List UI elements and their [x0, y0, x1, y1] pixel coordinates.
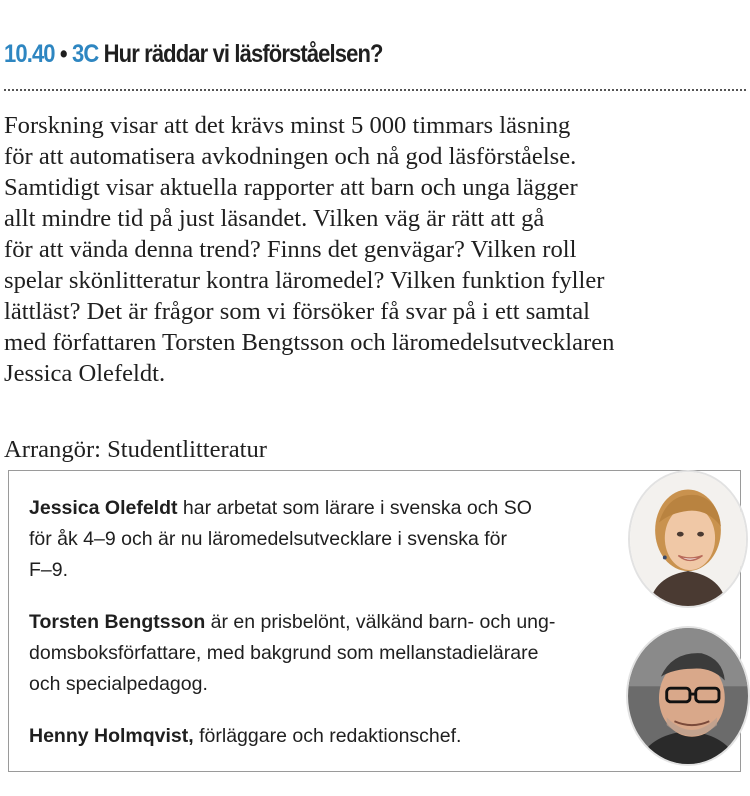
description-line: med författaren Torsten Bengtsson och läromedelsutvecklaren — [4, 329, 615, 356]
dotted-divider — [4, 89, 746, 91]
speaker-name: Torsten Bengtsson — [29, 611, 206, 633]
session-description — [4, 110, 748, 389]
bio-text: är en prisbelönt, välkänd barn- och ung- — [205, 611, 556, 633]
session-time: 10.40 — [4, 40, 55, 68]
description-line: för att vända denna trend? Finns det genvägar? Vilken roll — [4, 236, 577, 263]
description-line: spelar skönlitteratur kontra läromedel? Vilken funktion fyller — [4, 267, 605, 294]
bio-text: domsboksförfattare, med bakgrund som mellanstadielärare — [29, 642, 539, 664]
jessica-portrait-photo — [628, 470, 748, 608]
description-line: Samtidigt visar aktuella rapporter att barn och unga lägger — [4, 174, 578, 201]
heading-separator: • — [59, 40, 67, 68]
speaker-bio-torsten — [29, 607, 555, 700]
bio-text: och specialpedagog. — [29, 673, 208, 695]
session-room: 3C — [72, 40, 99, 68]
description-line: Forskning visar att det krävs minst 5 000 timmars läsning — [4, 112, 571, 139]
bio-text: F–9. — [29, 559, 69, 581]
description-line: för att automatisera avkodningen och nå god läsförståelse. — [4, 143, 577, 170]
torsten-portrait-photo — [626, 626, 750, 766]
description-line: lättläst? Det är frågor som vi försöker få svar på i ett samtal — [4, 298, 590, 325]
description-line: Jessica Olefeldt. — [4, 360, 166, 387]
bio-text: för åk 4–9 och är nu läromedelsutvecklare i svenska för — [29, 528, 507, 550]
speaker-name: Jessica Olefeldt — [29, 497, 178, 519]
session-heading — [4, 40, 383, 69]
speaker-bio-jessica — [29, 493, 532, 586]
organizer: Arrangör: Studentlitteratur — [4, 436, 267, 463]
session-title: Hur räddar vi läsförståelsen? — [103, 40, 383, 68]
description-line: allt mindre tid på just läsandet. Vilken väg är rätt att gå — [4, 205, 545, 232]
bio-text: har arbetat som lärare i svenska och SO — [177, 497, 532, 519]
speaker-bio-henny — [29, 721, 461, 752]
speaker-name: Henny Holmqvist, — [29, 725, 194, 747]
bio-text: förläggare och redaktionschef. — [193, 725, 462, 747]
